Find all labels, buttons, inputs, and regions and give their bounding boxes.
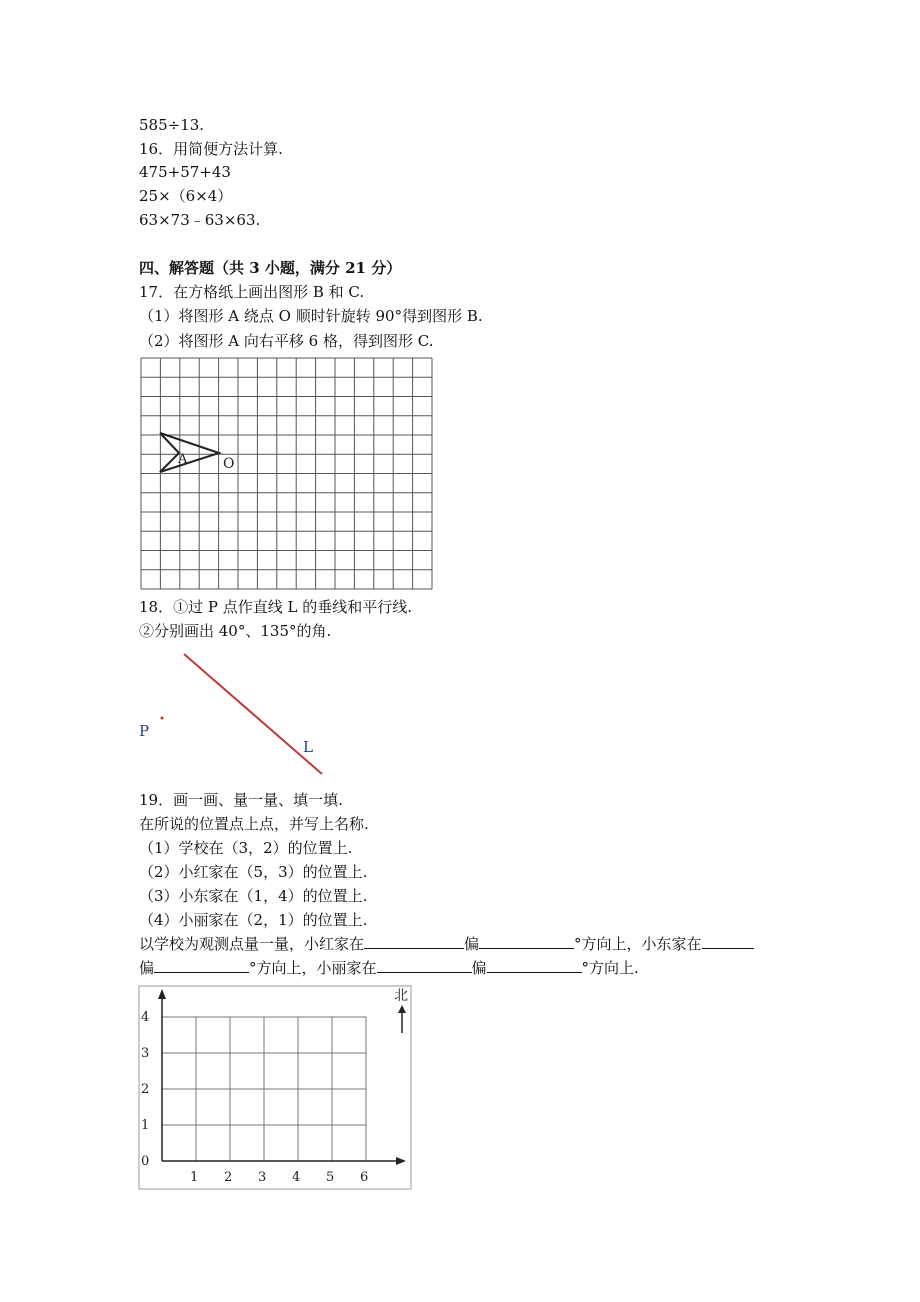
north-label: 北 — [394, 988, 408, 1004]
question-19-part2: （2）小红家在（5，3）的位置上. — [139, 863, 368, 881]
section-heading: 四、解答题（共 3 小题，满分 21 分） — [139, 259, 402, 277]
question-18-part1: 18．①过 P 点作直线 L 的垂线和平行线. — [139, 598, 412, 616]
x-tick-label: 3 — [258, 1170, 267, 1185]
fill-text-5: °方向上，小丽家在 — [249, 959, 377, 977]
blank-1[interactable] — [364, 934, 464, 949]
x-tick-label: 4 — [292, 1170, 301, 1185]
fill-line-2 — [139, 958, 639, 978]
blank-3[interactable] — [702, 934, 754, 949]
line-585: 585÷13. — [139, 116, 205, 134]
question-16: 16．用简便方法计算. — [139, 140, 283, 158]
question-19-part3: （3）小东家在（1，4）的位置上. — [139, 887, 368, 905]
y-tick-label: 4 — [141, 1010, 150, 1025]
grid-figure-17 — [138, 355, 436, 591]
y-axis-arrow — [158, 989, 166, 999]
fill-text-2: 偏 — [464, 935, 480, 953]
blank-5[interactable] — [377, 958, 472, 973]
line-l-label: L — [303, 738, 313, 756]
figure-border — [139, 986, 411, 1189]
question-17-part2: （2）将图形 A 向右平移 6 格，得到图形 C. — [139, 332, 434, 350]
figure-18 — [135, 648, 335, 780]
blank-4[interactable] — [154, 958, 249, 973]
shape-a — [160, 433, 219, 472]
expr-3: 63×73﹣63×63. — [139, 211, 261, 229]
y-tick-label: 0 — [141, 1154, 150, 1169]
x-tick-label: 1 — [190, 1170, 199, 1185]
question-19: 19．画一画、量一量、填一填. — [139, 791, 343, 809]
y-tick-label: 3 — [141, 1046, 150, 1061]
fill-text-4: 偏 — [139, 959, 155, 977]
question-18-part2: ②分别画出 40°、135°的角. — [139, 622, 332, 640]
y-tick-label: 1 — [141, 1118, 150, 1133]
line-l — [184, 654, 322, 774]
fill-text-7: °方向上. — [581, 959, 639, 977]
fill-text-6: 偏 — [471, 959, 487, 977]
fill-line-1 — [139, 934, 754, 954]
point-p — [161, 717, 164, 720]
x-axis-arrow — [396, 1157, 406, 1165]
fill-text-3: °方向上，小东家在 — [574, 935, 702, 953]
point-p-label: P — [139, 722, 150, 740]
point-o-label: O — [223, 456, 235, 472]
x-tick-label: 5 — [326, 1170, 335, 1185]
expr-1: 475+57+43 — [139, 163, 231, 181]
question-19-part1: （1）学校在（3，2）的位置上. — [139, 839, 353, 857]
x-tick-label: 2 — [224, 1170, 233, 1185]
coordinate-grid-19 — [138, 985, 413, 1190]
expr-2: 25×（6×4） — [139, 187, 233, 205]
shape-a-label: A — [178, 452, 188, 467]
question-19-part4: （4）小丽家在（2，1）的位置上. — [139, 911, 368, 929]
y-tick-label: 2 — [141, 1082, 150, 1097]
blank-6[interactable] — [487, 958, 582, 973]
question-17: 17．在方格纸上画出图形 B 和 C. — [139, 283, 365, 301]
north-arrow-head — [398, 1005, 406, 1013]
blank-2[interactable] — [479, 934, 574, 949]
x-tick-label: 6 — [360, 1170, 369, 1185]
question-19-intro: 在所说的位置点上点，并写上名称. — [139, 815, 369, 833]
question-17-part1: （1）将图形 A 绕点 O 顺时针旋转 90°得到图形 B. — [139, 307, 483, 325]
fill-text-1: 以学校为观测点量一量，小红家在 — [139, 935, 365, 953]
